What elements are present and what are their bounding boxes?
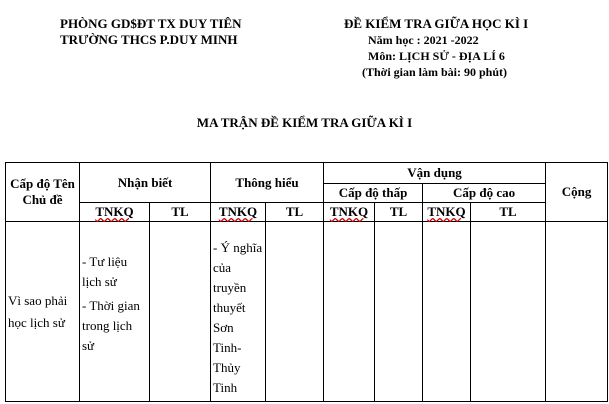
comprehension-tl-header: TL: [266, 203, 324, 222]
recognition-tnkq-header: TNKQ: [80, 203, 150, 222]
exam-duration: (Thời gian làm bài: 90 phút): [362, 65, 508, 79]
high-level-header: Cấp độ cao: [423, 184, 546, 203]
exam-title: ĐỀ KIỂM TRA GIỮA HỌC KÌ I: [344, 16, 529, 31]
high-tl-cell: [471, 222, 546, 402]
total-cell: [546, 222, 608, 402]
high-tl-header: TL: [471, 203, 546, 222]
high-tnkq-header: TNKQ: [423, 203, 471, 222]
school-name: TRƯỜNG THCS P.DUY MINH: [60, 32, 238, 47]
comprehension-tnkq-cell: [211, 222, 266, 402]
recognition-tl-cell: [150, 222, 211, 402]
total-header: Cộng: [546, 163, 608, 222]
recognition-tl-header: TL: [150, 203, 211, 222]
application-header: Vận dụng: [324, 163, 546, 184]
low-level-header: Cấp độ thấp: [324, 184, 423, 203]
comprehension-header: Thông hiểu: [211, 163, 324, 203]
recognition-item-1: - Tư liệu lịch sử: [82, 254, 128, 289]
comprehension-item-1: - Ý nghĩa của truyền thuyết Sơn Tinh-Thủy Tinh: [213, 240, 263, 395]
comprehension-tl-cell: [266, 222, 324, 402]
recognition-item-2: - Thời gian trong lịch sử: [82, 298, 140, 353]
high-tnkq-cell: [423, 222, 471, 402]
header-right: [344, 16, 528, 80]
matrix-title: MA TRẬN ĐỀ KIỂM TRA GIỮA KÌ I: [196, 115, 413, 130]
low-tl-header: TL: [375, 203, 423, 222]
recognition-tnkq-cell: [80, 222, 150, 402]
low-tnkq-cell: [324, 222, 375, 402]
exam-matrix-table: [5, 162, 608, 402]
comprehension-tnkq-header: TNKQ: [211, 203, 266, 222]
low-tnkq-header: TNKQ: [324, 203, 375, 222]
recognition-header: Nhận biết: [80, 163, 211, 203]
school-year: Năm học : 2021 -2022: [368, 33, 479, 47]
subject: Môn: LỊCH SỬ - ĐỊA LÍ 6: [368, 49, 505, 63]
header-left: [60, 16, 242, 48]
topic-cell: Vì sao phải học lịch sử: [6, 222, 80, 402]
low-tl-cell: [375, 222, 423, 402]
table-row: [6, 222, 608, 402]
department-name: PHÒNG GD$ĐT TX DUY TIÊN: [60, 16, 242, 31]
topic-header: Cấp độ Tên Chủ đề: [6, 163, 80, 222]
